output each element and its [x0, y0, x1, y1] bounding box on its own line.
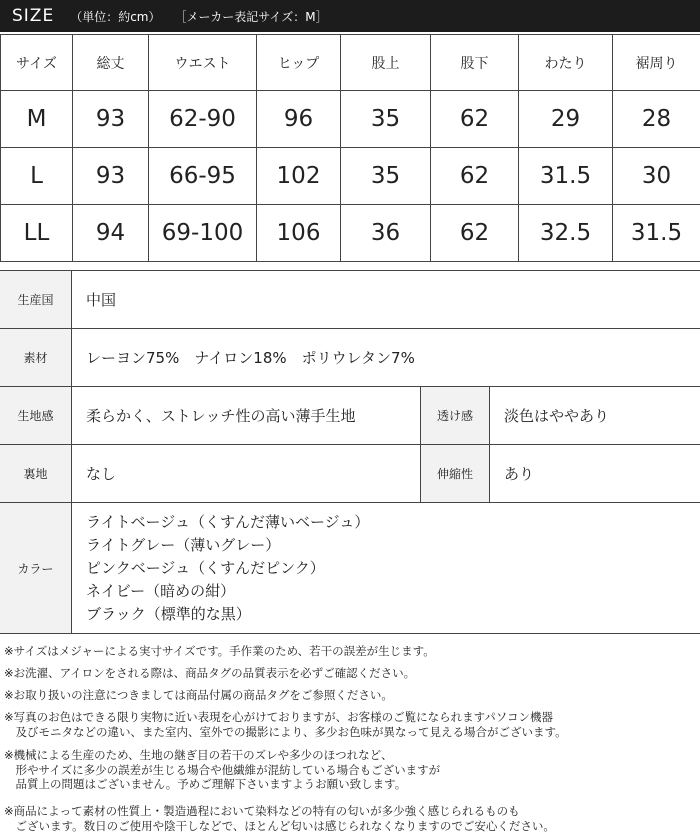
spec-label: 透け感	[420, 387, 490, 444]
table-cell: 96	[257, 91, 341, 148]
table-cell: 69-100	[149, 205, 257, 262]
spec-row-lining	[0, 445, 700, 503]
note: ※お取り扱いの注意につきましては商品付属の商品タグをご参照ください。	[4, 688, 393, 702]
spec-row-material	[0, 329, 700, 387]
spec-label: カラー	[0, 503, 72, 633]
table-row	[1, 91, 700, 148]
spec-value: 中国	[86, 291, 117, 309]
table-row	[1, 205, 700, 262]
unit-note: （単位：約cm）	[70, 9, 161, 24]
table-cell: M	[1, 91, 73, 148]
color-item: ネイビー（暗めの紺）	[86, 582, 236, 600]
color-item: ライトグレー（薄いグレー）	[86, 536, 281, 554]
color-item: ライトベージュ（くすんだ薄いベージュ）	[86, 513, 370, 531]
spec-value: レーヨン75% ナイロン18% ポリウレタン7%	[86, 349, 415, 367]
table-cell: 35	[341, 148, 431, 205]
column-header: ヒップ	[257, 35, 341, 91]
table-cell: LL	[1, 205, 73, 262]
column-header: サイズ	[1, 35, 73, 91]
spec-table	[0, 270, 700, 634]
spec-value: あり	[504, 465, 535, 483]
table-cell: L	[1, 148, 73, 205]
note: ※サイズはメジャーによる実寸サイズです。手作業のため、若干の誤差が生じます。	[4, 644, 435, 658]
spec-label: 生地感	[0, 387, 72, 444]
note: ※お洗濯、アイロンをされる際は、商品タグの品質表示を必ずご確認ください。	[4, 666, 416, 680]
maker-size-note: ［メーカー表記サイズ：M］	[174, 9, 328, 24]
size-heading: SIZE	[12, 6, 55, 26]
table-cell: 31.5	[519, 148, 613, 205]
table-cell: 93	[73, 148, 149, 205]
spec-row-color	[0, 503, 700, 633]
spec-value: 淡色はややあり	[504, 407, 610, 425]
size-header-bar	[0, 0, 700, 32]
spec-label: 伸縮性	[420, 445, 490, 502]
table-cell: 62	[431, 91, 519, 148]
spec-value: 柔らかく、ストレッチ性の高い薄手生地	[86, 407, 356, 425]
spec-value: なし	[86, 465, 117, 483]
table-cell: 31.5	[613, 205, 700, 262]
size-table	[0, 34, 700, 262]
column-header: 裾周り	[613, 35, 700, 91]
table-cell: 66-95	[149, 148, 257, 205]
table-cell: 106	[257, 205, 341, 262]
table-row	[1, 148, 700, 205]
table-cell: 62-90	[149, 91, 257, 148]
spec-row-texture	[0, 387, 700, 445]
column-header: 総丈	[73, 35, 149, 91]
table-cell: 28	[613, 91, 700, 148]
color-item: ピンクベージュ（くすんだピンク）	[86, 559, 325, 577]
column-header: 股上	[341, 35, 431, 91]
column-header: ウエスト	[149, 35, 257, 91]
table-cell: 94	[73, 205, 149, 262]
note: ※写真のお色はできる限り実物に近い表現を心がけておりますが、お客様のご覧になられますパソコン機器 及びモニタなどの違い、また室内、室外での撮影により、多少お色味が異なって見える場合がございます。	[4, 710, 567, 739]
spec-label: 素材	[0, 329, 72, 386]
table-cell: 62	[431, 205, 519, 262]
note: ※商品によって素材の性質上・製造過程において染料などの特有の匂いが多少強く感じられるものも ございます。数日のご使用や陰干しなどで、ほとんど匂いは感じられなくなりますのでご安心ください。	[4, 804, 555, 833]
column-header: わたり	[519, 35, 613, 91]
table-cell: 35	[341, 91, 431, 148]
note: ※機械による生産のため、生地の継ぎ目の若干のズレや多少のほつれなど、 形やサイズに多少の誤差が生じる場合や他繊維が混紡している場合もございますが 品質上の問題はございません。予めご理解下さいますようお願い致します。	[4, 748, 441, 791]
table-cell: 30	[613, 148, 700, 205]
table-cell: 36	[341, 205, 431, 262]
table-cell: 62	[431, 148, 519, 205]
spec-row-origin	[0, 271, 700, 329]
size-table-header-row	[1, 35, 700, 91]
table-cell: 32.5	[519, 205, 613, 262]
column-header: 股下	[431, 35, 519, 91]
color-list	[86, 511, 369, 626]
table-cell: 93	[73, 91, 149, 148]
table-cell: 29	[519, 91, 613, 148]
color-item: ブラック（標準的な黒）	[86, 605, 251, 623]
spec-label: 生産国	[0, 271, 72, 328]
spec-label: 裏地	[0, 445, 72, 502]
table-cell: 102	[257, 148, 341, 205]
